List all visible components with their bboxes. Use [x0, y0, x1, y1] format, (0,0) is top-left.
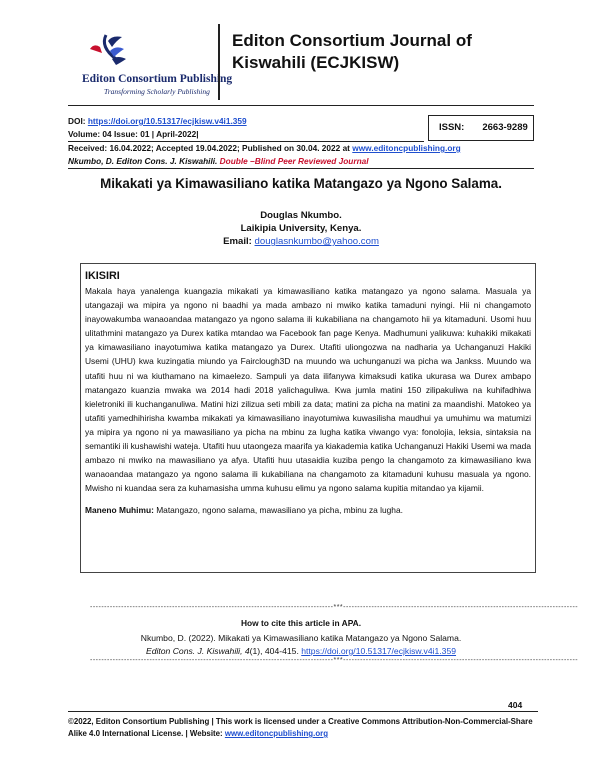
issn-box — [428, 115, 534, 141]
abstract-heading: IKISIRI — [85, 270, 120, 282]
citation-pages: (1), 404-415. — [249, 646, 299, 656]
journal-title-block — [218, 24, 504, 100]
publisher-tagline: Transforming Scholarly Publishing — [104, 87, 210, 96]
footer-license — [68, 716, 538, 740]
meta-bottom-divider — [68, 168, 534, 169]
citation-line1: Nkumbo, D. (2022). Mikakati ya Kimawasiliano katika Matangazo ya Ngono Salama. — [140, 633, 462, 643]
keywords-line — [85, 505, 531, 515]
journal-title-line1: Editon Consortium Journal of — [232, 31, 472, 50]
site-link[interactable]: www.editoncpublishing.org — [352, 143, 461, 153]
footer-text: ©2022, Editon Consortium Publishing | This work is licensed under a Creative Commons Attribution-Non-Commercial-Share Alike 4.0 International License. | Website: — [68, 717, 533, 738]
meta-divider — [68, 141, 424, 142]
abstract-box — [80, 263, 536, 573]
footer-divider — [68, 711, 538, 712]
citation-doi-link[interactable]: https://doi.org/10.51317/ecjkisw.v4i1.359 — [301, 646, 457, 656]
journal-title-line2: Kiswahili (ECJKISW) — [232, 53, 400, 72]
short-cite-line — [68, 156, 369, 167]
ec-logo-icon — [68, 25, 218, 75]
keywords-label: Maneno Muhimu: — [85, 505, 154, 516]
citation-separator-bottom: --------------------------------------------------------------------------------------***----------------------------------------------------------------------------------- — [90, 657, 579, 664]
dates-line — [68, 143, 538, 154]
citation-heading: How to cite this article in APA. — [240, 618, 362, 628]
citation-journal: Editon Cons. J. Kiswahili, 4 — [145, 646, 250, 656]
citation-separator-top: --------------------------------------------------------------------------------------***----------------------------------------------------------------------------------- — [90, 604, 579, 611]
footer-site-link[interactable]: www.editoncpublishing.org — [224, 729, 329, 738]
dates-text: Received: 16.04.2022; Accepted 19.04.2022; Published on 30.04. 2022 at — [68, 143, 350, 153]
author-affiliation: Laikipia University, Kenya. — [240, 223, 362, 234]
abstract-body: Makala haya yanalenga kuangazia mikakati ya kimawasiliano katika matangazo ya ngono salama. Masuala ya utangazaji wa mipira ya ngono ni baadhi ya mada ambazo ni mwiko katika tamaduni nyingi. Hii ni changamoto inayowakumba wanaoandaa matangazo ya ngono salama ili kukabiliana na changamoto hii ya kitamaduni. Usomi huu ulitathmini matangazo ya Durex katika mtandao wa Facebook fan page Kenya. Madhumuni yalikuwa: kuhakiki mikakati ya kimawasiliano inayotumiwa katika matangazo ya Durex. Utafiti uliongozwa na nadharia ya Uchanganuzi Hakiki Usemi (UHU) kwa kuzingatia miundo ya Fairclough3D na muundo wa uchunganuzi wa picha wa Jankss. Muundo wa utafiti huu ni wa kiuthamano na kimaelezo. Sampuli ya data ilifanywa kimaksudi katika ukurasa wa Durex ambapo matangazo kuanzia mwaka wa 2014 hadi 2018 yalichaguliwa. Kwa jumla matini 150 zilipakuliwa na kuhifadhiwa kieletroniki ili kuchanganuliwa. Matini hizi zilizua seti mbili za data; matini za picha na matini za maandishi. Matokeo ya utafiti yamedhihirisha kwamba mikakati ya kimawasiliano inayotumiwa kuwasilisha maudhui ya umuhimu wa matumizi ya mipira ya ngono ni ya mawasiliano ya picha na mbinu za lugha katika viwango vya: fonolojia, leksia, sintaksia na semantiki ili kushawishi wateja. Utafiti huu utaongeza maarifa ya kiakademia katika Uchanganuzi Hakiki Usemi wa mada ambazo ni mwiko na mawasiliano ya afya. Utafiti huu utasaidia kuziba pengo la changamoto za kimawasiliano kwa wanaoandaa matangazo ya ngono salama ili kukabiliana na changamoto za kitamaduni kuhusu masuala ya ngono. Mwisho ni kuandaa sera za kuhamasisha umma kuhusu elimu ya ngono salama kupitia mitandao ya kijamii. — [85, 286, 531, 494]
volume-line: Volume: 04 Issue: 01 | April-2022| — [68, 129, 199, 139]
short-cite: Nkumbo, D. Editon Cons. J. Kiswahili. — [68, 156, 218, 166]
keywords-text: Matangazo, ngono salama, mawasiliano ya picha, mbinu za lugha. — [156, 505, 403, 516]
doi-line — [68, 116, 247, 127]
issn-value: 2663-9289 — [482, 122, 528, 133]
email-link[interactable]: douglasnkumbo@yahoo.com — [254, 236, 379, 247]
doi-label: DOI: — [68, 116, 86, 126]
article-title: Mikakati ya Kimawasiliano katika Matangazo ya Ngono Salama. — [100, 176, 502, 191]
email-label: Email: — [223, 236, 252, 247]
header-divider — [68, 105, 534, 106]
doi-link[interactable]: https://doi.org/10.51317/ecjkisw.v4i1.359 — [87, 116, 247, 126]
publisher-name: Editon Consortium Publishing — [82, 73, 233, 85]
review-badge: Double –Blind Peer Reviewed Journal — [219, 156, 369, 166]
author-email-line — [68, 236, 534, 247]
issn-label: ISSN: — [439, 122, 465, 133]
author-name: Douglas Nkumbo. — [260, 210, 342, 221]
page-number: 404 — [508, 700, 523, 710]
citation-line2 — [68, 645, 534, 657]
